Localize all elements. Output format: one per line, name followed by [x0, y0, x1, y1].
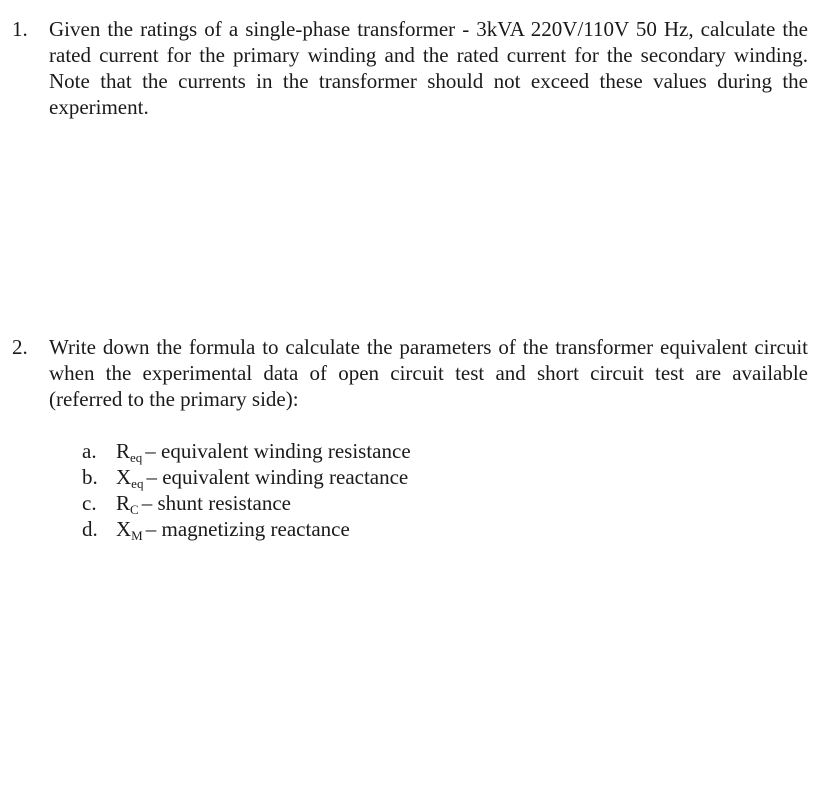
list-item-content: [116, 464, 408, 493]
list-item-content: [116, 516, 350, 545]
parameter-description: – shunt resistance: [141, 491, 291, 515]
list-item: [82, 464, 808, 490]
parameter-description: – magnetizing reactance: [145, 517, 350, 541]
list-item-letter: d.: [82, 517, 98, 541]
parameter-list: [82, 438, 808, 542]
question-1: [12, 16, 808, 120]
question-2: [12, 334, 808, 542]
list-item-letter: b.: [82, 465, 98, 489]
parameter-description: – equivalent winding resistance: [145, 439, 411, 463]
list-item: [82, 438, 808, 464]
parameter-symbol: R: [116, 491, 131, 515]
parameter-description: – equivalent winding reactance: [146, 465, 409, 489]
parameter-subscript: eq: [131, 476, 144, 491]
question-number: 1.: [12, 17, 28, 41]
list-item: [82, 516, 808, 542]
question-text: Given the ratings of a single-phase transformer - 3kVA 220V/110V 50 Hz, calculate the rated current for the primary winding and the rated current for the secondary winding. Note that the currents in the transformer should not exceed these values during the experiment.: [49, 17, 808, 119]
list-item: [82, 490, 808, 516]
list-item-letter: a.: [82, 439, 97, 463]
parameter-subscript: eq: [130, 450, 143, 465]
list-item-content: [116, 490, 291, 519]
parameter-subscript: C: [130, 502, 139, 517]
question-number: 2.: [12, 335, 28, 359]
list-item-letter: c.: [82, 491, 97, 515]
question-text: Write down the formula to calculate the parameters of the transformer equivalent circuit when the experimental data of open circuit test and short circuit test are available (referred to the primary side):: [49, 335, 808, 411]
parameter-symbol: X: [116, 517, 132, 541]
list-item-content: [116, 438, 411, 467]
parameter-subscript: M: [131, 528, 143, 543]
parameter-symbol: R: [116, 439, 131, 463]
parameter-symbol: X: [116, 465, 132, 489]
